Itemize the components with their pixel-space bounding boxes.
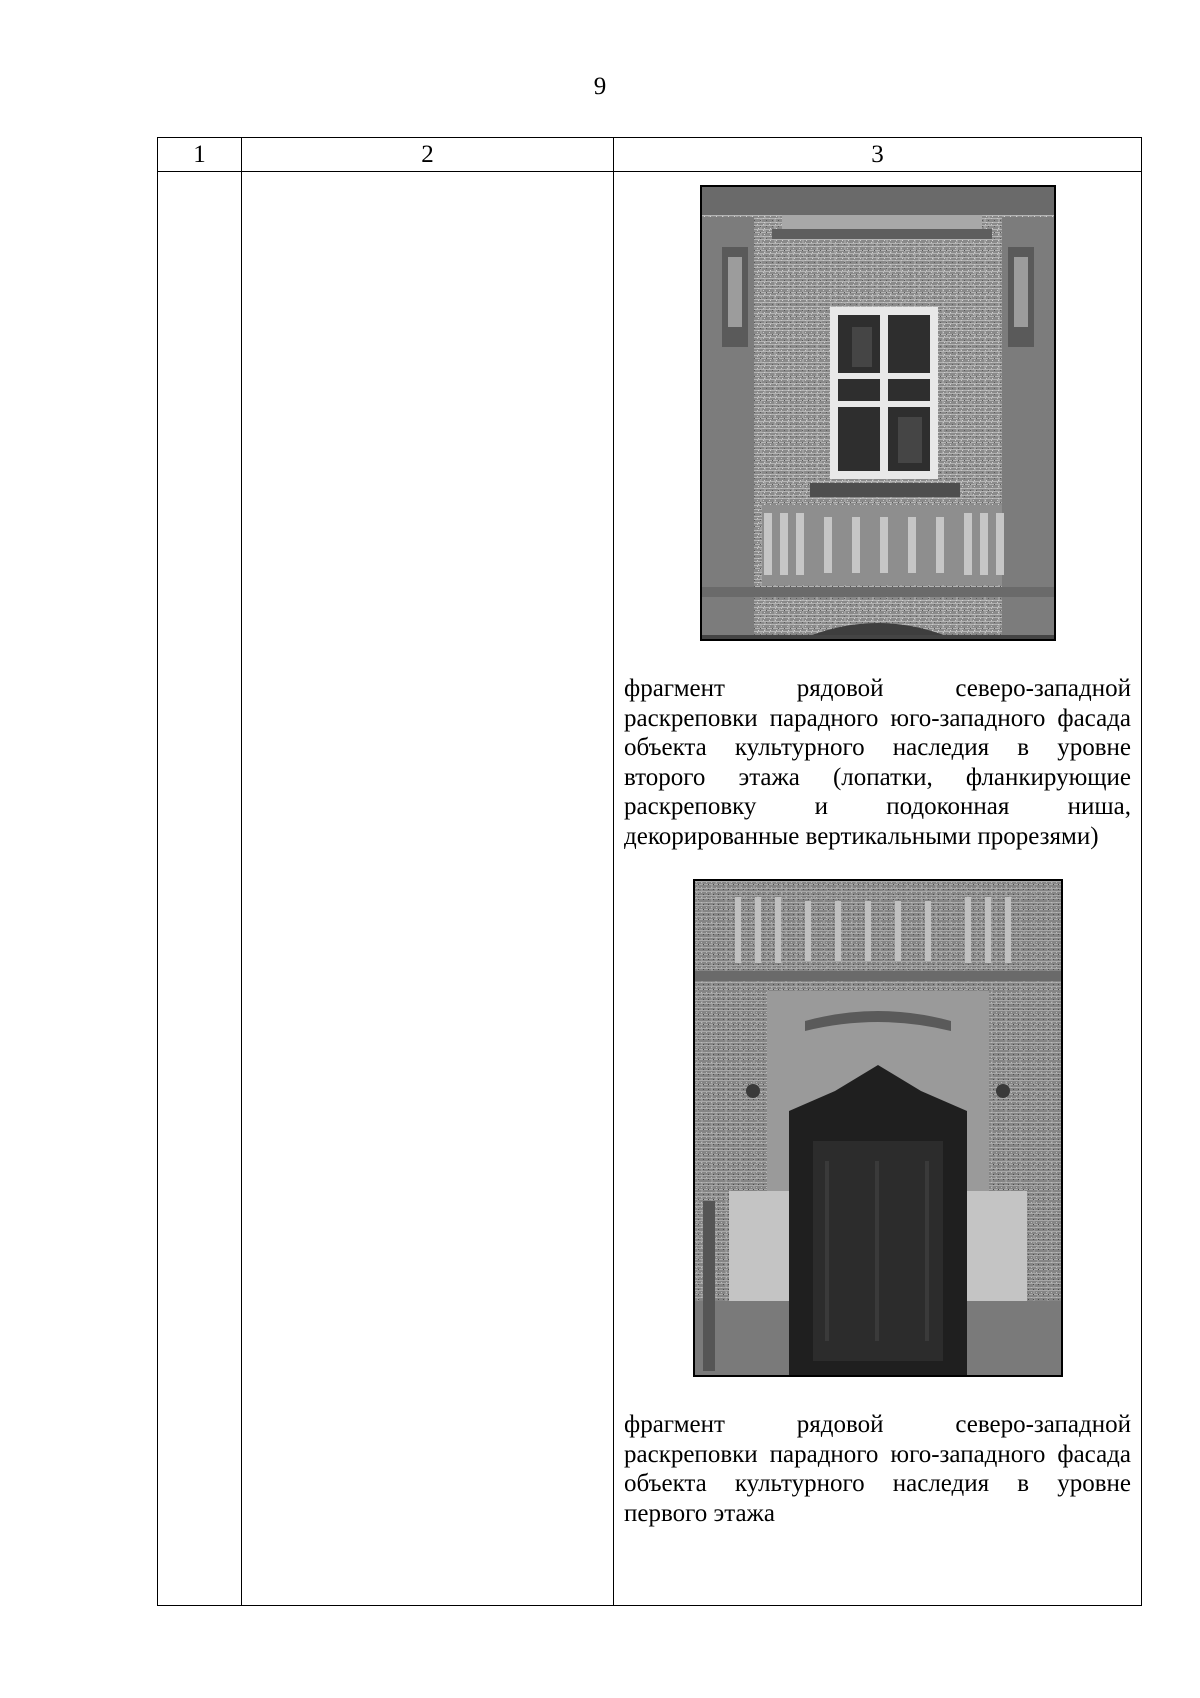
header-col-2: 2 [242,138,614,172]
building-doorway-photo [693,879,1063,1377]
header-col-1: 1 [158,138,242,172]
page-number: 9 [593,73,607,100]
cell-col-3 [614,172,1142,1606]
photo-caption-2: фрагмент рядовой северо-западной раскреповки парадного юго-западного фасада объекта культурного наследия в уровне первого этажа [624,1411,1131,1527]
table-row [158,172,1142,1606]
table-header-row [158,138,1142,172]
building-window-photo [700,185,1056,641]
monument-elements-table [157,137,1142,1606]
cell-col-2 [242,172,614,1606]
photo-caption-1: фрагмент рядовой северо-западной раскреповки парадного юго-западного фасада объекта культурного наследия в уровне второго этажа (лопатки, фланкирующие раскреповку и подоконная ниша, декорированные вертикальными прорезями) [624,675,1131,850]
cell-col-1 [158,172,242,1606]
header-col-3: 3 [614,138,1142,172]
